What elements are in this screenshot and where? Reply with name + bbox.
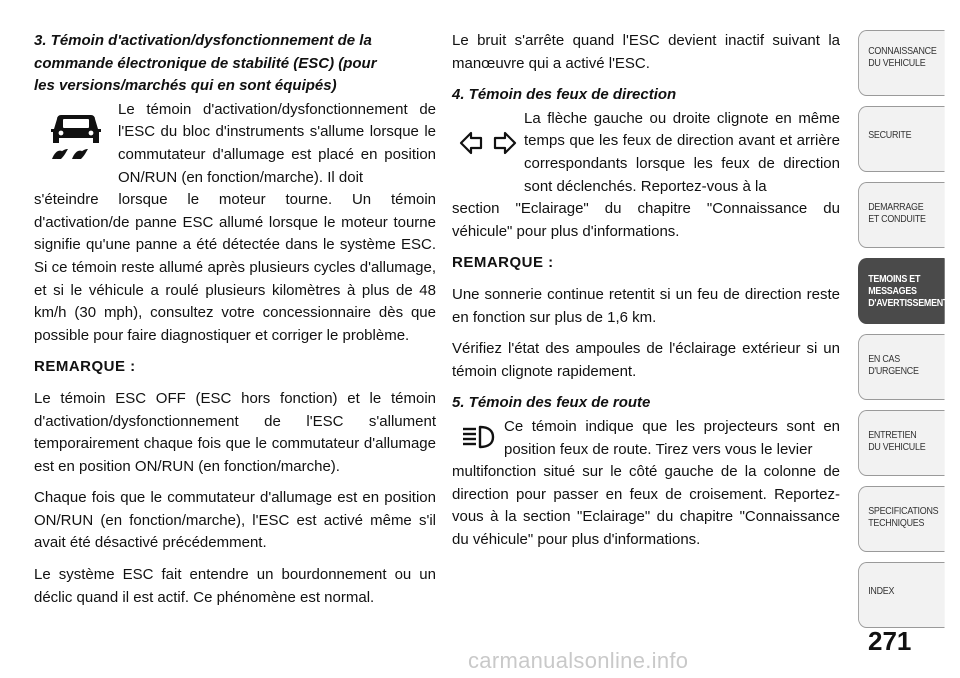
tab-label: DEMARRAGE ET CONDUITE [868,201,926,225]
turn-signal-continuation: section "Eclairage" du chapitre "Connaissance du véhicule" pour plus d'informations. [452,200,840,240]
paragraph: Le système ESC fait entendre un bourdonnement ou un déclic quand il est actif. Ce phénomène est normal. [34,566,436,606]
tab-index[interactable] [858,562,945,628]
high-beam-text: Ce témoin indique que les projecteurs sont en position feux de route. Tirez vers vous le levier [504,417,840,458]
heading-line: commande électronique de stabilité (ESC) (pour [34,54,377,72]
esc-indicator-block [34,99,436,189]
remark-label: REMARQUE : [34,358,136,376]
left-column [34,30,436,618]
paragraph: Vérifiez l'état des ampoules de l'éclairage extérieur si un témoin clignote rapidement. [452,340,840,380]
high-beam-block [452,416,840,461]
tab-label: CONNAISSANCE DU VEHICULE [868,45,937,69]
remark-paragraph: Le témoin ESC OFF (ESC hors fonction) et le témoin d'activation/dysfonctionnement de l'ESC s'allument temporairement chaque fois que le commutateur d'allumage est en position ON/RUN (en fonction/marche). [34,389,436,475]
tab-securite[interactable] [858,106,945,172]
esc-indicator-continuation: s'éteindre lorsque le moteur tourne. Un témoin d'activation/de panne ESC allumé lorsque le moteur tourne signifie qu'une panne a été détectée dans le système ESC. Si ce témoin reste allumé après plusieurs cycles d'allumage, et si le véhicule a roulé plusieurs kilomètres à plus de 48 km/h (30 mph), consultez votre concessionnaire dès que possible pour faire diagnostiquer et corriger le problème. [34,191,436,344]
tab-label: SPECIFICATIONS TECHNIQUES [868,505,939,529]
esc-indicator-text: Le témoin d'activation/dysfonctionnement de l'ESC du bloc d'instruments s'allume lorsque le commutateur d'allumage est placé en position ON/RUN (en fonction/marche). Il doit [118,100,436,186]
tab-label: SECURITE [868,129,912,141]
remark-paragraph: Une sonnerie continue retentit si un feu de direction reste en fonction sur plus de 1,6 km. [452,285,840,326]
page-number: 271 [868,626,912,656]
heading-line: les versions/marchés qui en sont équipés) [34,77,337,95]
tab-specifications-techniques[interactable] [858,486,945,552]
section-3-heading [34,30,436,98]
watermark: carmanualsonline.info [468,648,689,673]
turn-signal-block [452,108,840,198]
high-beam-icon [452,416,504,452]
paragraph: Chaque fois que le commutateur d'allumage est en position ON/RUN (en fonction/marche), l'ESC est activé même s'il avait été désactivé précédemment. [34,489,436,552]
tab-temoins-et-messages[interactable] [858,258,949,324]
high-beam-continuation: multifonction situé sur le côté gauche de la colonne de direction pour passer en feux de croisement. Reportez-vous à la section "Eclairage" du chapitre "Connaissance du véhicule" pour plus d'informations. [452,463,840,548]
right-column [452,30,840,560]
paragraph: Le bruit s'arrête quand l'ESC devient inactif suivant la manœuvre qui a activé l'ESC. [452,32,840,72]
tab-demarrage-et-conduite[interactable] [858,182,945,248]
remark-label: REMARQUE : [452,254,554,272]
section-4-heading: 4. Témoin des feux de direction [452,86,677,104]
tab-label: TEMOINS ET MESSAGES D'AVERTISSEMENT [868,273,949,309]
tab-en-cas-d-urgence[interactable] [858,334,945,400]
turn-signal-arrows-icon [452,108,524,156]
heading-line: 3. Témoin d'activation/dysfonctionnement de la [34,32,372,49]
tab-label: ENTRETIEN DU VEHICULE [868,429,926,453]
tab-label: INDEX [868,585,895,597]
section-5-heading: 5. Témoin des feux de route [452,394,651,412]
esc-car-skid-icon [34,99,118,163]
tab-entretien-du-vehicule[interactable] [858,410,945,476]
tab-connaissance-du-vehicule[interactable] [858,30,945,96]
tab-label: EN CAS D'URGENCE [868,353,919,377]
turn-signal-text: La flèche gauche ou droite clignote en même temps que les feux de direction avant et arrière correspondants lorsque les feux de direction sont déclenchés. Reportez-vous à la [524,109,840,195]
